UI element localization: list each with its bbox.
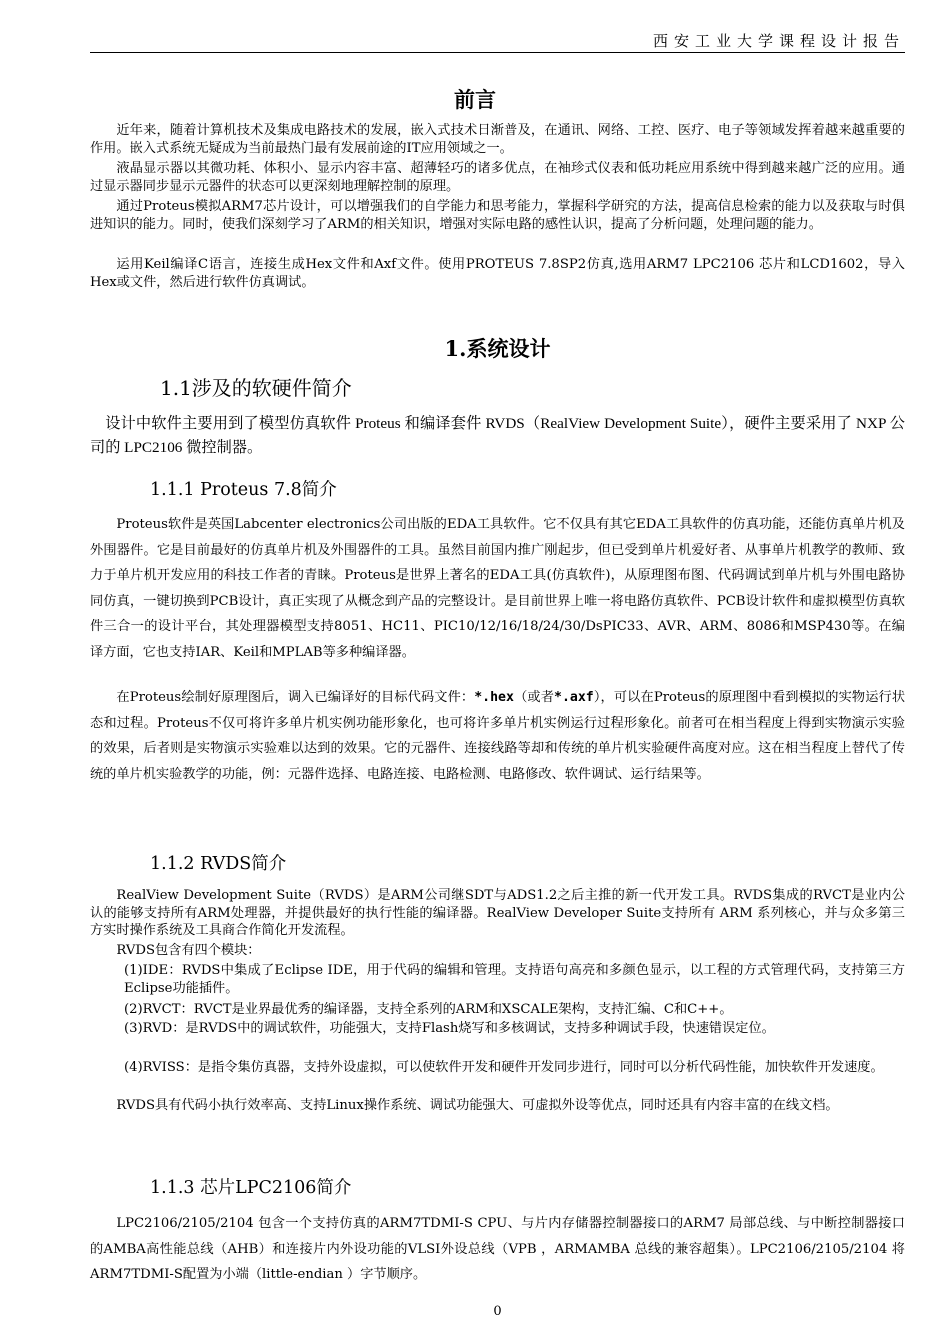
preface-paragraph: 液晶显示器以其微功耗、体积小、显示内容丰富、超薄轻巧的诸多优点，在袖珍式仪表和低功耗应用系统中得到越来越广泛的应用。通过显示器同步显示元器件的状态可以更深刻地理解控制的原理。 [90,161,905,194]
rvds-module-item: (3)RVD：是RVDS中的调试软件，功能强大，支持Flash烧写和多核调试，支持多种调试手段，快速错误定位。 [124,1021,775,1036]
rvds-summary: RVDS具有代码小执行效率高、支持Linux操作系统、调试功能强大、可虚拟外设等优点，同时还具有内容丰富的在线文档。 [116,1098,839,1113]
lpc-paragraph: LPC2106/2105/2104 包含一个支持仿真的ARM7TDMI-S CPU、与片内存储器控制器接口的ARM7 局部总线、与中断控制器接口的AMBA高性能总线（AHB）和连接片内外设功能的VLSI外设总线（VPB ，ARMAMBA 总线的兼容超集）。LPC2106/2105/2104 将ARM7TDMI-S配置为小端（little-endian ）字节顺序。 [90,1216,905,1282]
preface-paragraph: 通过Proteus模拟ARM7芯片设计，可以增强我们的自学能力和思考能力，掌握科学研究的方法，提高信息检索的能力以及获取与时俱进知识的能力。同时，使我们深刻学习了ARM的相关知识，增强对实际电路的感性认识，提高了分析问题，处理问题的能力。 [90,199,905,232]
proteus-heading: 1.1.1 Proteus 7.8简介 [150,480,337,500]
rvds-module-item: (4)RVISS：是指令集仿真器，支持外设虚拟，可以使软件开发和硬件开发同步进行，同时可以分析代码性能，加快软件开发速度。 [124,1060,884,1075]
preface-paragraph: 运用Keil编译C语言，连接生成Hex文件和Axf文件。使用PROTEUS 7.8SP2仿真,选用ARM7 LPC2106 芯片和LCD1602，导入Hex或文件，然后进行软件仿真调试。 [90,257,905,290]
hex-file-ext: *.hex [474,690,514,705]
axf-file-ext: *.axf [554,690,594,705]
subsection-title: 1.1涉及的软硬件简介 [160,376,352,400]
rvds-paragraph: RealView Development Suite（RVDS）是ARM公司继SDT与ADS1.2之后主推的新一代开发工具。RVDS集成的RVCT是业内公认的能够支持所有ARM处理器，并提供最好的执行性能的编译器。RealView Developer Suite支持所有 ARM 系列核心，并与众多第三方实时操作系统及工具商合作简化开发流程。 [90,888,905,938]
subsection-intro: 设计中软件主要用到了模型仿真软件 Proteus 和编译套件 RVDS（RealView Development Suite），硬件主要采用了 NXP 公司的 LPC2106 微控制器。 [90,415,905,456]
section-title: 1.系统设计 [444,336,551,361]
preface-paragraph: 近年来，随着计算机技术及集成电路技术的发展，嵌入式技术日渐普及，在通讯、网络、工控、医疗、电子等领域发挥着越来越重要的作用。嵌入式系统无疑成为当前最热门最有发展前途的IT应用领域之一。 [90,123,905,156]
rvds-heading: 1.1.2 RVDS简介 [150,854,287,874]
rvds-module-item: (2)RVCT：RVCT是业界最优秀的编译器，支持全系列的ARM和XSCALE架构，支持汇编、C和C++。 [124,1002,733,1017]
lpc-heading: 1.1.3 芯片LPC2106简介 [150,1178,352,1198]
page-number: 0 [493,1304,502,1319]
rvds-module-item: (1)IDE：RVDS中集成了Eclipse IDE，用于代码的编辑和管理。支持语句高亮和多颜色显示，以工程的方式管理代码，支持第三方Eclipse功能插件。 [124,963,905,996]
page-header: 西安工业大学课程设计报告 [90,30,905,53]
rvds-modules-intro: RVDS包含有四个模块： [116,943,261,958]
preface-title: 前言 [454,88,496,112]
proteus-paragraph: Proteus软件是英国Labcenter electronics公司出版的EDA工具软件。它不仅具有其它EDA工具软件的仿真功能，还能仿真单片机及外围器件。它是目前最好的仿真单片机及外围器件的工具。虽然目前国内推广刚起步，但已受到单片机爱好者、从事单片机教学的教师、致力于单片机开发应用的科技工作者的青睐。Proteus是世界上著名的EDA工具(仿真软件)，从原理图布图、代码调试到单片机与外围电路协同仿真，一键切换到PCB设计，真正实现了从概念到产品的完整设计。是目前世界上唯一将电路仿真软件、PCB设计软件和虚拟模型仿真软件三合一的设计平台，其处理器模型支持8051、HC11、PIC10/12/16/18/24/30/DsPIC33、AVR、ARM、8086和MSP430等。在编译方面，它也支持IAR、Keil和MPLAB等多种编译器。 [90,517,905,660]
proteus-paragraph-2: 在Proteus绘制好原理图后，调入已编译好的目标代码文件：*.hex（或者*.axf），可以在Proteus的原理图中看到模拟的实物运行状态和过程。Proteus不仅可将许多单片机实例功能形象化，也可将许多单片机实例运行过程形象化。前者可在相当程度上得到实物演示实验的效果，后者则是实物演示实验难以达到的效果。它的元器件、连接线路等却和传统的单片机实验硬件高度对应。这在相当程度上替代了传统的单片机实验教学的功能，例：元器件选择、电路连接、电路检测、电路修改、软件调试、运行结果等。 [90,690,906,782]
